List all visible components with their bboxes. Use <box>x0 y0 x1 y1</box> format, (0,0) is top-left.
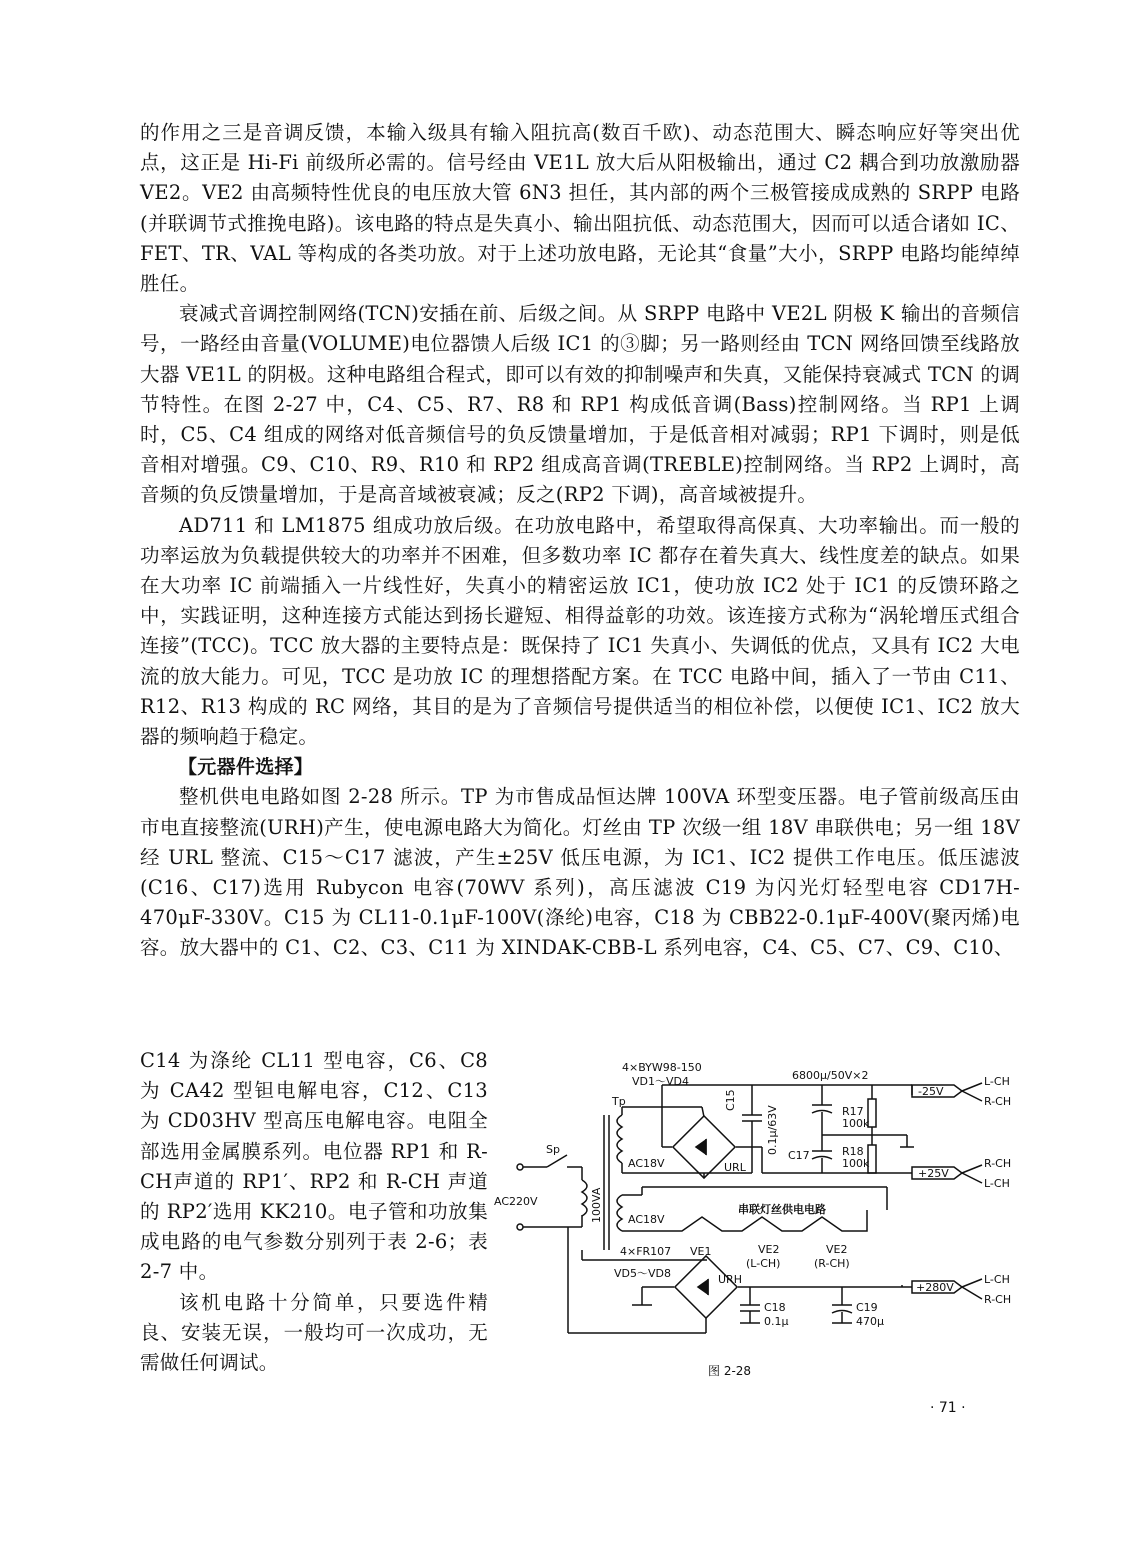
label-filament: 串联灯丝供电电路 <box>738 1203 826 1216</box>
power-supply-circuit-figure <box>492 1055 1032 1385</box>
label-url: URL <box>724 1161 746 1174</box>
label-plus25: +25V <box>918 1167 949 1180</box>
switch-sp <box>547 1155 567 1167</box>
label-100va: 100VA <box>590 1187 603 1223</box>
label-fr107: 4×FR107 <box>620 1245 672 1258</box>
label-rch-1: R-CH <box>984 1095 1012 1108</box>
paragraph-wrap-1: C14 为涤纶 CL11 型电容，C6、C8 为 CA42 型钽电解电容，C12、C13 为 CD03HV 型高压电解电容。电阻全部选用金属膜系列。电位器 RP1 和 R-CH声道的 RP1′、RP2 和 R-CH 声道的 RP2′选用 KK210。电子管和功放集成电路的电气参数分别列于表 2-6；表 2-7 中。 <box>140 1049 488 1284</box>
wrapped-text-block <box>140 1046 488 1378</box>
label-c15: C15 <box>724 1089 737 1111</box>
label-ve2-l: VE2 <box>758 1243 780 1256</box>
label-lch-3: L-CH <box>984 1273 1010 1286</box>
label-ve2-r: VE2 <box>826 1243 848 1256</box>
label-ve2-l-sub: (L-CH) <box>746 1257 781 1270</box>
label-r18-value: 100k <box>842 1157 870 1170</box>
label-c18-value: 0.1μ <box>764 1315 789 1328</box>
paragraph-components: 整机供电电路如图 2-28 所示。TP 为市售成品恒达牌 100VA 环型变压器。电子管前级高压由市电直接整流(URH)产生，使电源电路大为简化。灯丝由 TP 次级一组 18V 串联供电；另一组 18V 经 URL 整流、C15～C17 滤波，产生±25V 低压电源，为 IC1、IC2 提供工作电压。低压滤波(C16、C17)选用 Rubycon 电容(70WV 系列)，高压滤波 C19 为闪光灯轻型电容 CD17H-470μF-330V。C15 为 CL11-0.1μF-100V(涤纶)电容，C18 为 CBB22-0.1μF-400V(聚丙烯)电容。放大器中的 C1、C2、C3、C11 为 XINDAK-CBB-L 系列电容，C4、C5、C7、C9、C10、 <box>140 785 1020 960</box>
ac-terminal-top <box>517 1164 523 1170</box>
transformer-secondary-1 <box>617 1115 622 1163</box>
label-ve2-r-sub: (R-CH) <box>814 1257 850 1270</box>
label-r18: R18 <box>842 1145 864 1158</box>
label-ac18v-b: AC18V <box>628 1213 665 1226</box>
label-c17: C17 <box>788 1149 810 1162</box>
paragraph-wrap-2: 该机电路十分简单，只要选件精良、安装无误，一般均可一次成功，无需做任何调试。 <box>140 1290 488 1375</box>
label-minus25: -25V <box>918 1085 944 1098</box>
label-c18: C18 <box>764 1301 786 1314</box>
label-rch-2: R-CH <box>984 1157 1012 1170</box>
main-text-block <box>140 118 1020 964</box>
paragraph-2: 衰减式音调控制网络(TCN)安插在前、后级之间。从 SRPP 电路中 VE2L 阴极 K 输出的音频信号，一路经由音量(VOLUME)电位器馈人后级 IC1 的③脚；另一路则经由 TCN 网络回馈至线路放大器 VE1L 的阴极。这种电路组合程式，即可以有效的抑制噪声和失真，又能保持衰减式 TCN 的调节特性。在图 2-27 中，C4、C5、R7、R8 和 RP1 构成低音调(Bass)控制网络。当 RP1 上调时，C5、C4 组成的网络对低音频信号的负反馈量增加，于是低音相对减弱；RP1 下调时，则是低音相对增强。C9、C10、R9、R10 和 RP2 组成高音调(TREBLE)控制网络。当 RP2 上调时，高音频的负反馈量增加，于是高音域被衰减；反之(RP2 下调)，高音域被提升。 <box>140 302 1020 507</box>
label-caps-top: 6800μ/50V×2 <box>792 1069 869 1082</box>
page-number: · 71 · <box>930 1400 966 1416</box>
transformer-secondary-2 <box>617 1195 622 1231</box>
label-lch-2: L-CH <box>984 1177 1010 1190</box>
label-c15-value: 0.1μ/63V <box>766 1105 779 1155</box>
label-diodes-top: 4×BYW98-150 <box>622 1061 702 1074</box>
label-ac220v: AC220V <box>494 1195 538 1208</box>
label-r17-value: 100k <box>842 1117 870 1130</box>
label-c19-value: 470μ <box>856 1315 884 1328</box>
diode-symbol-url <box>696 1140 706 1154</box>
label-vd-top: VD1～VD4 <box>632 1075 689 1088</box>
label-sp: Sp <box>546 1143 560 1156</box>
label-lch-1: L-CH <box>984 1075 1010 1088</box>
label-urh: URH <box>718 1273 742 1286</box>
label-ac18v-a: AC18V <box>628 1157 665 1170</box>
circuit-diagram <box>492 1055 1032 1385</box>
diode-symbol-urh <box>698 1280 708 1294</box>
label-tp: Tp <box>612 1095 626 1108</box>
paragraph-1: 的作用之三是音调反馈，本输入级具有输入阻抗高(数百千欧)、动态范围大、瞬态响应好等突出优点，这正是 Hi-Fi 前级所必需的。信号经由 VE1L 放大后从阳极输出，通过 C2 耦合到功放激励器 VE2。VE2 由高频特性优良的电压放大管 6N3 担任，其内部的两个三极管接成成熟的 SRPP 电路(并联调节式推挽电路)。该电路的特点是失真小、输出阻抗低、动态范围大，因而可以适合诸如 IC、FET、TR、VAL 等构成的各类功放。对于上述功放电路，无论其“食量”大小，SRPP 电路均能绰绰胜任。 <box>140 121 1020 296</box>
paragraph-3: AD711 和 LM1875 组成功放后级。在功放电路中，希望取得高保真、大功率输出。而一般的功率运放为负载提供较大的功率并不困难，但多数功率 IC 都存在着失真大、线性度差的缺点。如果在大功率 IC 前端插入一片线性好，失真小的精密运放 IC1，使功放 IC2 处于 IC1 的反馈环路之中，实践证明，这种连接方式能达到扬长避短、相得益彰的功效。该连接方式称为“涡轮增压式组合连接”(TCC)。TCC 放大器的主要特点是：既保持了 IC1 失真小、失调低的优点，又具有 IC2 大电流的放大能力。可见，TCC 是功放 IC 的理想搭配方案。在 TCC 电路中间，插入了一节由 C11、R12、R13 构成的 RC 网络，其目的是为了音频信号提供适当的相位补偿，以便使 IC1、IC2 放大器的频响趋于稳定。 <box>140 513 1020 749</box>
transformer-primary <box>582 1180 587 1216</box>
label-rch-3: R-CH <box>984 1293 1012 1306</box>
label-r17: R17 <box>842 1105 864 1118</box>
label-c19: C19 <box>856 1301 878 1314</box>
figure-caption: 图 2-28 <box>708 1364 752 1378</box>
label-ve1: VE1 <box>690 1245 712 1258</box>
label-vd-bottom: VD5～VD8 <box>614 1267 671 1280</box>
ac-terminal-bottom <box>517 1224 523 1230</box>
label-plus280: +280V <box>916 1281 954 1294</box>
section-heading: 【元器件选择】 <box>178 756 314 779</box>
